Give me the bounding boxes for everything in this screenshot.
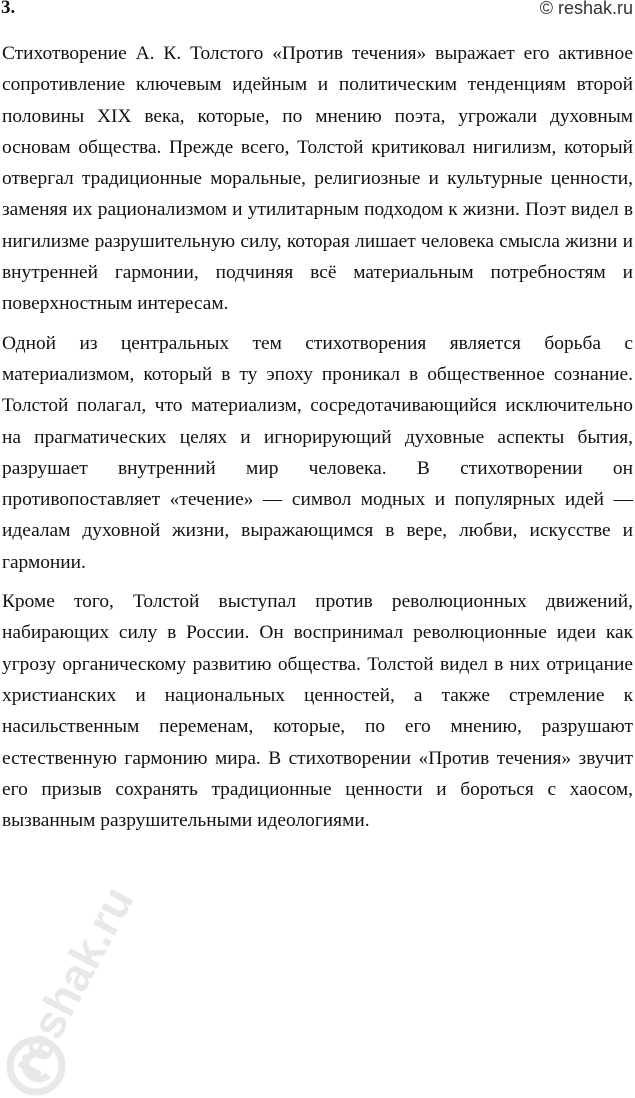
- page-header: [0, 0, 635, 24]
- paragraph-nihilism: Стихотворение А. К. Толстого «Против течения» выражает его активное сопротивление ключевым идейным и политическим тенденциям второй половины XIX века, которые, по мнению поэта, угрожали духовным основам общества. Прежде всего, Толстой критиковал нигилизм, который отвергал традиционные моральные, религиозные и культурные ценности, заменяя их рационализмом и утилитарным подходом к жизни. Поэт видел в нигилизме разрушительную силу, которая лишает человека смысла жизни и внутренней гармонии, подчиняя всё материальным потребностям и поверхностным интересам.: [2, 43, 633, 315]
- svg-text:reshak.ru: reshak.ru: [0, 877, 144, 1086]
- task-number: 3.: [1, 0, 16, 18]
- site-credit: © reshak.ru: [539, 0, 633, 18]
- paragraph-materialism: Одной из центральных тем стихотворения является борьба с материализмом, который в ту эпоху проникал в общественное сознание. Толстой полагал, что материализм, сосредотачивающийся исключительно на прагматических целях и игнорирующий духовные аспекты бытия, разрушает внутренний мир человека. В стихотворении он противопоставляет «течение» — символ модных и популярных идей — идеалам духовной жизни, выражающимся в вере, любви, искусстве и гармонии.: [2, 332, 633, 573]
- answer-text: [2, 38, 633, 844]
- paragraph-revolution: Кроме того, Толстой выступал против революционных движений, набирающих силу в России. Он воспринимал революционные идеи как угрозу органическому развитию общества. Толстой видел в них отрицание христианских и национальных ценностей, а также стремление к насильственным переменам, которые, по его мнению, разрушают естественную гармонию мира. В стихотворении «Против течения» звучит его призыв сохранять традиционные ценности и бороться с хаосом, вызванным разрушительными идеологиями.: [2, 591, 633, 832]
- copyright-icon: [10, 1040, 62, 1092]
- watermark-logo: [0, 858, 218, 1098]
